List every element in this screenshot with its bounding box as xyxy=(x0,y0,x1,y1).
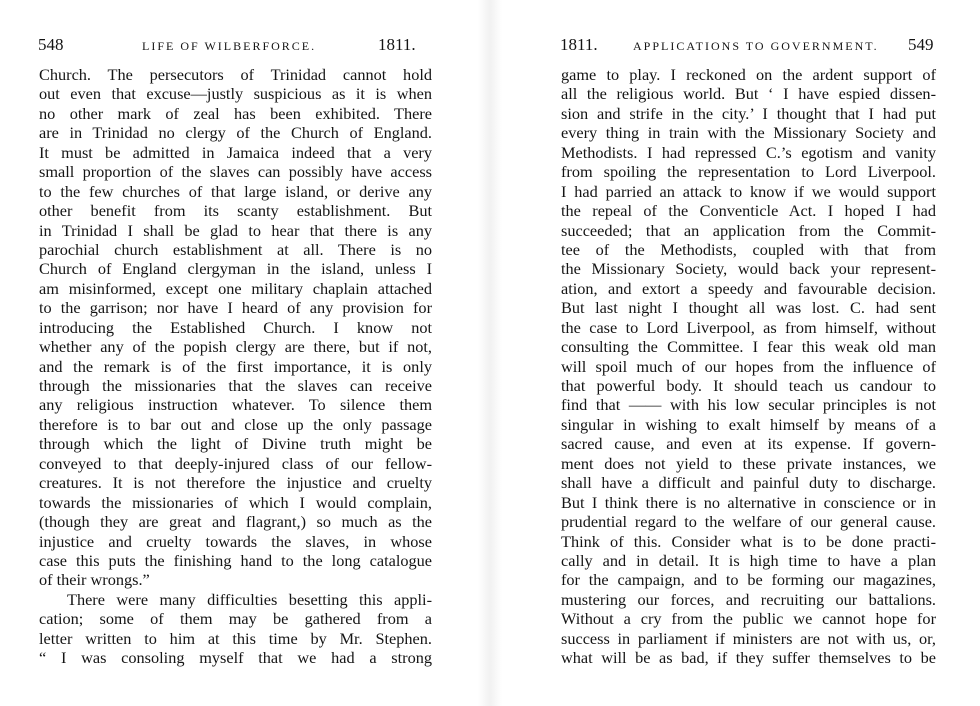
text-line: consulting the Committee. I fear this weak old man xyxy=(561,337,936,357)
right-header-year: 1811. xyxy=(560,35,598,54)
text-line: whether any of the popish clergy are there, but if not, xyxy=(39,337,432,357)
text-line: am misinformed, except one military chaplain attached xyxy=(39,278,432,298)
text-line: to the garrison; nor have I heard of any provision for xyxy=(39,298,432,318)
text-line: injustice and cruelty towards the slaves, in whose xyxy=(39,531,432,551)
text-line: conveyed to that deeply-injured class of our fellow- xyxy=(39,453,432,473)
text-line: will spoil much of our hopes from the influence of xyxy=(561,356,936,376)
text-line: introducing the Established Church. I know not xyxy=(39,317,432,337)
right-page-header xyxy=(560,34,960,56)
text-line: sacred cause, and even at its expense. If govern- xyxy=(561,434,936,454)
left-page-number: 548 xyxy=(38,35,64,54)
text-line: small proportion of the slaves can possibly have access xyxy=(39,162,432,182)
text-line: other benefit from its scanty establishment. But xyxy=(39,201,432,221)
text-line: that powerful body. It should teach us candour to xyxy=(561,376,936,395)
text-line: no other mark of zeal has been exhibited. There xyxy=(39,103,432,123)
text-line: sion and strife in the city.’ I thought that I had put xyxy=(561,103,936,123)
left-running-title: LIFE OF WILBERFORCE. xyxy=(142,39,317,53)
text-line: tee of the Methodists, coupled with that from xyxy=(561,239,936,259)
left-page-header xyxy=(38,34,458,56)
text-line: the case to Lord Liverpool, as from himself, without xyxy=(561,317,936,337)
text-line: case this puts the finishing hand to the long catalogue xyxy=(39,550,432,570)
right-page xyxy=(490,0,980,706)
text-line: prudential regard to the welfare of our general cause. xyxy=(561,512,936,532)
text-line: the Missionary Society, would back your represent- xyxy=(561,259,936,279)
text-line: any religious instruction whatever. To silence them xyxy=(39,395,432,415)
right-running-title: APPLICATIONS TO GOVERNMENT. xyxy=(633,39,879,53)
text-line: through which the light of Divine truth might be xyxy=(39,434,432,454)
text-line: cation; some of them may be gathered from a xyxy=(39,609,432,629)
text-line: the repeal of the Conventicle Act. I hoped I had xyxy=(561,201,936,221)
text-line: I had parried an attack to know if we would support xyxy=(561,181,936,201)
text-line: every thing in train with the Missionary Society and xyxy=(561,123,936,143)
text-line: “ I was consoling myself that we had a strong xyxy=(39,648,432,668)
right-page-number: 549 xyxy=(908,35,934,54)
text-line: game to play. I reckoned on the ardent support of xyxy=(561,65,936,84)
text-line: what will be as bad, if they suffer themselves to be xyxy=(561,648,936,668)
text-line: of their wrongs.” xyxy=(39,570,150,590)
text-line: Without a cry from the public we cannot hope for xyxy=(561,609,936,629)
text-line: Church. The persecutors of Trinidad cannot hold xyxy=(39,65,432,84)
left-header-year: 1811. xyxy=(378,35,416,54)
text-line: letter written to him at this time by Mr. Stephen. xyxy=(39,628,432,648)
right-page-body xyxy=(561,65,936,668)
text-line: to the few churches of that large island, or derive any xyxy=(39,181,432,201)
text-line: (though they are great and flagrant,) so much as the xyxy=(39,512,432,532)
text-line: and the remark is of the first importance, it is only xyxy=(39,356,432,376)
text-line: through the missionaries that the slaves can receive xyxy=(39,376,432,395)
text-line: Methodists. I had repressed C.’s egotism and vanity xyxy=(561,142,936,162)
text-line: ment does not yield to these private instances, we xyxy=(561,453,936,473)
text-line: creatures. It is not therefore the injustice and cruelty xyxy=(39,473,432,493)
text-line: singular in wishing to exalt himself by means of a xyxy=(561,414,936,434)
text-line: succeeded; that an application from the Commit- xyxy=(561,220,936,240)
text-line: parochial church establishment at all. There is no xyxy=(39,239,432,259)
text-line: But last night I thought all was lost. C. had sent xyxy=(561,298,936,318)
text-line: find that —— with his low secular principles is not xyxy=(561,395,936,415)
text-line: Think of this. Consider what is to be done practi- xyxy=(561,531,936,551)
text-line: shall have a difficult and painful duty to discharge. xyxy=(561,473,936,493)
text-line: in Trinidad I shall be glad to hear that there is any xyxy=(39,220,432,240)
text-line: for the campaign, and to be forming our magazines, xyxy=(561,570,936,590)
text-line-paragraph-start: There were many difficulties besetting this appli- xyxy=(67,589,432,609)
text-line: success in parliament if ministers are not with us, or, xyxy=(561,628,936,648)
text-line: cally and in detail. It is high time to have a plan xyxy=(561,550,936,570)
text-line: all the religious world. But ‘ I have espied dissen- xyxy=(561,84,936,104)
text-line: ation, and extort a speedy and favourable decision. xyxy=(561,278,936,298)
text-line: are in Trinidad no clergy of the Church of England. xyxy=(39,123,432,143)
text-line: Church of England clergyman in the island, unless I xyxy=(39,259,432,279)
text-line: towards the missionaries of which I would complain, xyxy=(39,492,432,512)
text-line: It must be admitted in Jamaica indeed that a very xyxy=(39,142,432,162)
text-line: But I think there is no alternative in conscience or in xyxy=(561,492,936,512)
text-line: out even that excuse—justly suspicious as it is when xyxy=(39,84,432,104)
text-line: from spoiling the representation to Lord Liverpool. xyxy=(561,162,936,182)
text-line: mustering our forces, and recruiting our battalions. xyxy=(561,589,936,609)
text-line: therefore is to bar out and close up the only passage xyxy=(39,414,432,434)
left-page-body xyxy=(39,65,432,668)
